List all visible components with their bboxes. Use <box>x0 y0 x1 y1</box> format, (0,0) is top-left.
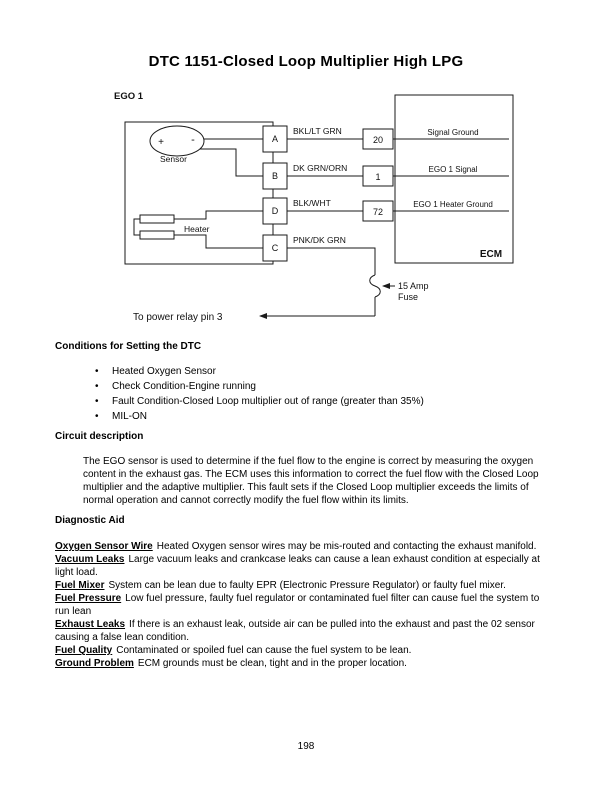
pin-letter-b: B <box>271 171 279 181</box>
circuit-description-body: The EGO sensor is used to determine if the fuel flow to the engine is correct by measuring the oxygen content in the exhaust gas. The ECM uses this information to correct the fuel flow with the Closed Loop multiplier and the adaptive multiplier. This fault sets if the Closed Loop multiplier exceeds the limits of normal operation and cannot correctly modify the fuel flow within its limits. <box>83 456 539 506</box>
circuit-description-heading: Circuit description <box>55 431 144 442</box>
pin-letter-a: A <box>271 134 279 144</box>
pin-letter-d: D <box>271 206 279 216</box>
diagnostic-term: Exhaust Leaks <box>55 619 126 630</box>
diagnostic-item <box>55 657 553 670</box>
ecm-pin-number-72: 72 <box>372 207 384 217</box>
ecm-box <box>395 95 513 263</box>
diagnostic-term: Vacuum Leaks <box>55 554 125 565</box>
wiring-diagram <box>0 85 612 337</box>
ecm-pin-number-1: 1 <box>375 172 381 182</box>
ecm-row-label-signal-ground: Signal Ground <box>427 128 479 137</box>
diagnostic-term: Fuel Mixer <box>55 580 105 591</box>
sensor-label: Sensor <box>160 154 187 164</box>
conditions-heading: Conditions for Setting the DTC <box>55 341 202 352</box>
diagnostic-item <box>55 618 553 644</box>
diagnostic-aid-body <box>55 540 553 670</box>
ecm-row-label-heater-ground: EGO 1 Heater Ground <box>413 200 493 209</box>
pin-letter-c: C <box>271 243 279 253</box>
conditions-list <box>95 364 424 424</box>
ecm-pin-number-20: 20 <box>372 135 384 145</box>
ecm-row-label-ego1-signal: EGO 1 Signal <box>428 165 478 174</box>
condition-item: • Fault Condition-Closed Loop multiplier out of range (greater than 35%) <box>95 394 424 409</box>
wire-label-d: BLK/WHT <box>293 198 331 208</box>
wire-label-c: PNK/DK GRN <box>293 235 346 245</box>
heater-label: Heater <box>184 224 210 234</box>
diagnostic-text: If there is an exhaust leak, outside air can be pulled into the exhaust and past the 02 sensor causing a false lean condition. <box>55 619 535 643</box>
fuse-label-line1: 15 Amp <box>398 281 429 291</box>
diagnostic-term: Fuel Pressure <box>55 593 122 604</box>
diagnostic-text: Contaminated or spoiled fuel can cause the fuel system to be lean. <box>116 645 412 656</box>
diagnostic-text: Low fuel pressure, faulty fuel regulator or contaminated fuel filter can cause fuel the system to run lean <box>55 593 540 617</box>
diagnostic-term: Oxygen Sensor Wire <box>55 541 153 552</box>
diagnostic-term: Fuel Quality <box>55 645 113 656</box>
diagnostic-item <box>55 540 553 553</box>
condition-item: • Check Condition-Engine running <box>95 379 424 394</box>
diagnostic-text: Large vacuum leaks and crankcase leaks can cause a lean exhaust condition at especially at light load. <box>55 554 540 578</box>
wire-label-b: DK GRN/ORN <box>293 163 348 173</box>
power-relay-label: To power relay pin 3 <box>133 312 223 323</box>
diagnostic-aid-heading: Diagnostic Aid <box>55 515 125 526</box>
page-number: 198 <box>297 741 315 752</box>
diagnostic-item <box>55 592 553 618</box>
condition-item: • MIL-ON <box>95 409 424 424</box>
wire-label-a: BKL/LT GRN <box>293 126 342 136</box>
diagnostic-item <box>55 644 553 657</box>
fuse-label-line2: Fuse <box>398 292 419 302</box>
diagnostic-text: ECM grounds must be clean, tight and in the proper location. <box>137 658 407 669</box>
ecm-label: ECM <box>479 249 503 260</box>
diagnostic-text: System can be lean due to faulty EPR (Electronic Pressure Regulator) or faulty fuel mixer. <box>108 580 506 591</box>
connector-label: EGO 1 <box>114 91 144 102</box>
condition-item: • Heated Oxygen Sensor <box>95 364 424 379</box>
diagnostic-term: Ground Problem <box>55 658 134 669</box>
diagnostic-text: Heated Oxygen sensor wires may be mis-routed and contacting the exhaust manifold. <box>156 541 537 552</box>
page-title: DTC 1151-Closed Loop Multiplier High LPG <box>148 53 464 70</box>
sensor-plus-sign: + <box>158 137 164 148</box>
diagnostic-item <box>55 579 553 592</box>
sensor-minus-sign: - <box>191 134 195 146</box>
diagnostic-item <box>55 553 553 579</box>
